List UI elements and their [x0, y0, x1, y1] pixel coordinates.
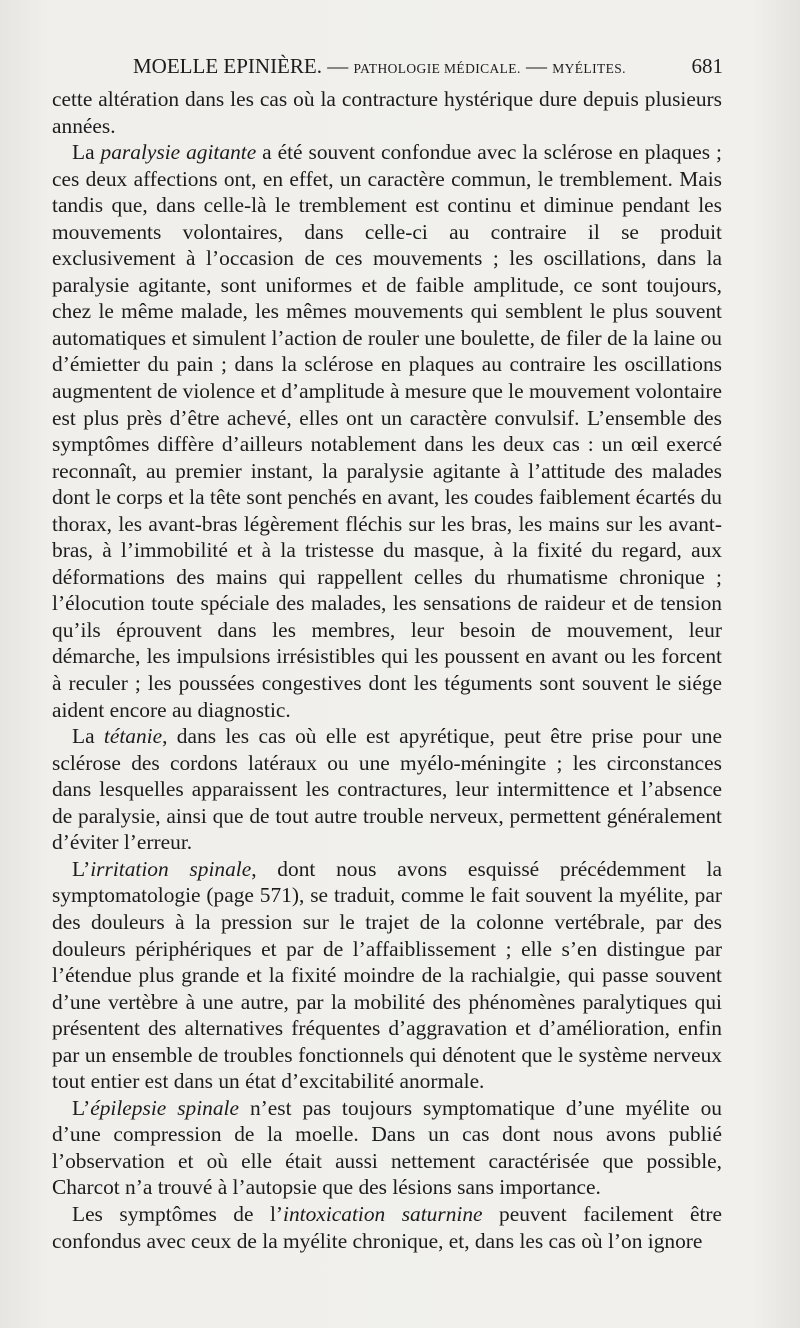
page-body	[52, 86, 722, 1254]
paragraph-intoxication-saturnine	[52, 1201, 722, 1254]
paragraph-text: , dans les cas où elle est apyrétique, peut être prise pour une sclérose des cordons latéraux ou une myélo-méningite ; les circonstances dans lesquelles apparaissent les contractures, leur intermittence et l’absence de paralysie, ainsi que de tout autre trouble nerveux, permettent généralement d’éviter l’erreur.	[52, 724, 722, 855]
paragraph-paralysie-agitante	[52, 139, 722, 723]
paragraph-lead: La	[72, 140, 101, 165]
paragraph-text: n’est pas toujours symptomatique d’une myélite ou d’une compression de la moelle. Dans un cas dont nous avons publié l’observation et où elle était aussi nettement caractérisée que possible, Charcot n’a trouvé à l’autopsie que des lésions sans importance.	[52, 1095, 722, 1200]
italic-term: intoxication saturnine	[283, 1201, 483, 1226]
italic-term: irritation spinale	[90, 856, 252, 881]
paragraph-text: peuvent facilement être confondus avec ceux de la myélite chronique, et, dans les cas où l’on ignore	[52, 1201, 723, 1253]
paragraph-tetanie	[52, 723, 722, 856]
italic-term: paralysie agitante	[100, 140, 257, 165]
page-number: 681	[691, 54, 723, 78]
header-subsection: MYÉLITES.	[552, 61, 626, 76]
header-dash: —	[520, 54, 553, 78]
paragraph-text: , dont nous avons esquissé précédemment la symptomatologie (page 571), se traduit, comme le fait souvent la myélite, par des douleurs à la pression sur le trajet de la colonne vertébrale, par des douleurs périphériques et par de l’affaiblissement ; elle s’en distingue par l’étendue plus grande et la fixité moindre de la rachialgie, qui passe souvent d’une vertèbre à une autre, par la mobilité des phénomènes paralytiques qui présentent des alternatives fréquentes d’aggravation et d’amélioration, enfin par un ensemble de troubles fonctionnels qui dénotent que le système nerveux tout entier est dans un état d’excitabilité anormale.	[52, 856, 722, 1094]
paragraph-lead: Les symptômes de l’	[72, 1201, 284, 1226]
paragraph-irritation-spinale	[52, 856, 722, 1095]
paragraph-text: a été souvent confondue avec la sclérose en plaques ; ces deux affections ont, en effet, un caractère commun, le tremblement. Mais tandis que, dans celle-là le tremblement est continu et diminue pendant les mouvements volontaires, dans celle-ci au contraire il se produit exclusivement à l’occasion de ces mouvements ; les oscillations, dans la paralysie agitante, sont uniformes et de faible amplitude, ce sont toujours, chez le même malade, les mêmes mouvements qui semblent le plus souvent automatiques et simulent l’action de rouler une boulette, de filer de la laine ou d’émietter du pain ; dans la sclérose en plaques au contraire les oscillations augmentent de violence et d’amplitude à mesure que le mouvement volontaire est plus près d’être achevé, elles ont un caractère convulsif. L’ensemble des symptômes diffère d’ailleurs notablement dans les deux cas : un œil exercé reconnaît, au premier instant, la paralysie agitante à l’attitude des malades dont le corps et la tête sont penchés en avant, les coudes faiblement écartés du thorax, les avant-bras légèrement fléchis sur les bras, les mains sur les avant-bras, à l’immobilité et à la tristesse du masque, à la fixité du regard, aux déformations des mains qui rappellent celles du rhumatisme chronique ; l’élocution toute spéciale des malades, les sensations de raideur et de tension qu’ils éprouvent dans les membres, leur besoin de mouvement, leur démarche, les impulsions irrésistibles qui les poussent en avant ou les forcent à reculer ; les poussées congestives dont les téguments sont souvent le siége aident encore au diagnostic.	[52, 140, 723, 722]
paragraph-text: cette altération dans les cas où la contracture hystérique dure depuis plusieurs années.	[52, 87, 722, 138]
paragraph-lead: L’	[72, 1095, 91, 1120]
paragraph-lead: La	[72, 724, 104, 749]
header-title: MOELLE EPINIÈRE.	[133, 54, 322, 78]
italic-term: épilepsie spinale	[90, 1095, 239, 1120]
header-dash: —	[321, 54, 354, 78]
paragraph-epilepsie-spinale	[52, 1095, 722, 1201]
italic-term: tétanie	[103, 724, 163, 749]
paragraph-continuation	[52, 86, 722, 139]
paragraph-lead: L’	[72, 856, 91, 881]
running-header	[133, 50, 723, 82]
header-title-group	[133, 50, 626, 85]
header-section: PATHOLOGIE MÉDICALE.	[353, 61, 521, 76]
